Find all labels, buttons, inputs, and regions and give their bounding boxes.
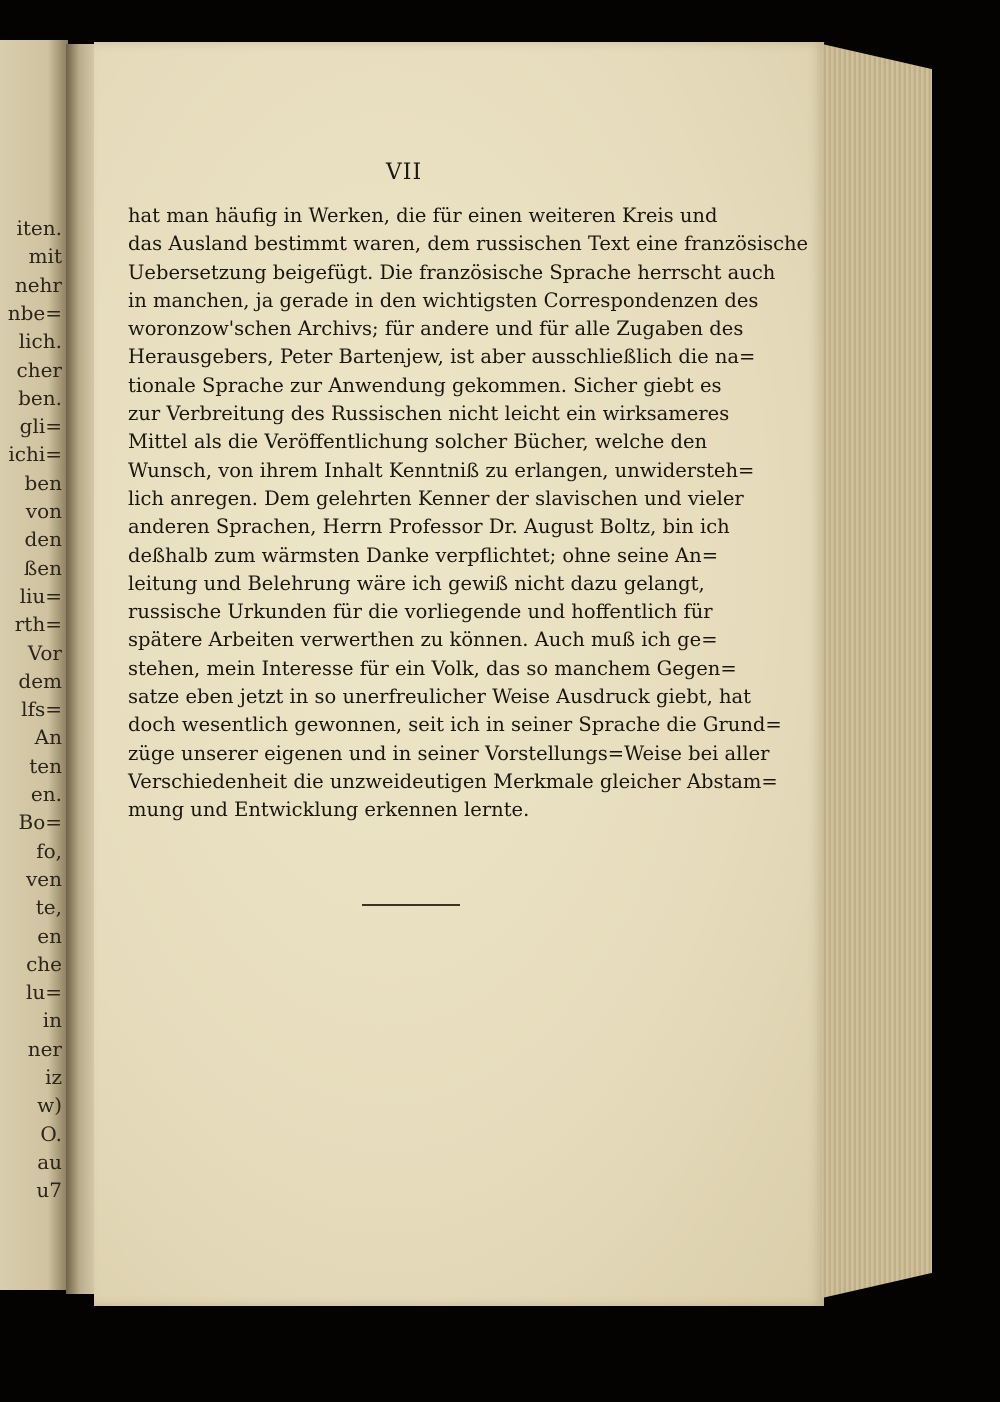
text-line: tionale Sprache zur Anwendung gekommen. Sicher giebt es bbox=[128, 373, 722, 397]
text-line: hat man häufig in Werken, die für einen weiteren Kreis und bbox=[128, 204, 718, 227]
left-page-fragment: en. bbox=[30, 782, 62, 806]
left-page-fragment: Vor bbox=[27, 640, 62, 665]
left-page-fragment: fo, bbox=[36, 838, 62, 863]
left-page-fragment: lu= bbox=[25, 980, 62, 1005]
text-line: satze eben jetzt in so unerfreulicher Weise Ausdruck giebt, hat bbox=[128, 685, 752, 709]
left-page-fragment: dem bbox=[18, 668, 62, 693]
left-page-fragment: mit bbox=[28, 244, 62, 269]
left-page-fragment: Bo= bbox=[18, 810, 62, 835]
text-line: leitung und Belehrung wäre ich gewiß nicht dazu gelangt, bbox=[128, 571, 705, 595]
text-line: züge unserer eigenen und in seiner Vorstellungs=Weise bei aller bbox=[128, 741, 770, 765]
text-line: Mittel als die Veröffentlichung solcher Bücher, welche den bbox=[128, 430, 708, 454]
left-page-fragment: ner bbox=[27, 1036, 62, 1061]
text-line: woronzow'schen Archivs; für andere und für alle Zugaben des bbox=[128, 317, 744, 341]
text-line: russische Urkunden für die vorliegende und hoffentlich für bbox=[128, 600, 713, 624]
left-page-fragment: den bbox=[24, 527, 62, 552]
paragraph bbox=[128, 202, 809, 825]
text-line: lich anregen. Dem gelehrten Kenner der slavischen und vieler bbox=[128, 486, 744, 510]
left-page-fragment: nbe= bbox=[7, 300, 62, 325]
text-line: doch wesentlich gewonnen, seit ich in seiner Sprache die Grund= bbox=[128, 713, 782, 737]
left-page-fragment: ßen bbox=[23, 555, 62, 580]
text-line: Uebersetzung beigefügt. Die französische Sprache herrscht auch bbox=[128, 260, 776, 284]
left-page-fragment: nehr bbox=[14, 272, 62, 297]
text-line: spätere Arbeiten verwerthen zu können. Auch muß ich ge= bbox=[128, 628, 718, 652]
left-page-fragment: O. bbox=[40, 1121, 62, 1146]
left-page-fragment: rth= bbox=[14, 612, 62, 637]
left-page-fragment: u7 bbox=[36, 1178, 62, 1203]
left-page-fragment: von bbox=[25, 499, 62, 523]
text-line: in manchen, ja gerade in den wichtigsten Correspondenzen des bbox=[128, 288, 759, 312]
text-line: anderen Sprachen, Herrn Professor Dr. August Boltz, bin ich bbox=[128, 515, 730, 539]
text-line: zur Verbreitung des Russischen nicht leicht ein wirksameres bbox=[128, 402, 730, 426]
left-page-fragment: ichi= bbox=[8, 442, 62, 467]
left-page-fragment: gli= bbox=[19, 414, 62, 439]
left-page-fragment: iten. bbox=[16, 216, 62, 240]
text-line: stehen, mein Interesse für ein Volk, das so manchem Gegen= bbox=[128, 656, 737, 680]
text-line: deßhalb zum wärmsten Danke verpflichtet; ohne seine An= bbox=[128, 543, 719, 567]
left-page-fragment: in bbox=[42, 1008, 62, 1033]
left-page-fragment: liu= bbox=[19, 583, 62, 608]
text-line: Herausgebers, Peter Bartenjew, ist aber ausschließlich die na= bbox=[128, 345, 756, 369]
left-page-edge bbox=[0, 40, 68, 1290]
left-page-fragment: ten bbox=[29, 753, 62, 778]
section-rule bbox=[362, 904, 460, 906]
left-page-fragment: che bbox=[26, 951, 62, 976]
page-number: VII bbox=[385, 160, 423, 185]
left-page-fragment: au bbox=[37, 1149, 62, 1174]
left-page-fragment: te, bbox=[35, 895, 62, 920]
text-line: Wunsch, von ihrem Inhalt Kenntniß zu erlangen, unwidersteh= bbox=[128, 458, 755, 482]
left-page-fragment: iz bbox=[45, 1065, 62, 1089]
left-page-fragment: ben bbox=[24, 470, 62, 495]
left-page-fragment: ben. bbox=[18, 385, 62, 410]
text-line: mung und Entwicklung erkennen lernte. bbox=[128, 798, 530, 822]
left-page-fragment: lfs= bbox=[21, 697, 62, 722]
text-line: Verschiedenheit die unzweideutigen Merkmale gleicher Abstam= bbox=[128, 769, 778, 793]
left-page-fragment: lich. bbox=[18, 329, 62, 354]
text-line: das Ausland bestimmt waren, dem russischen Text eine französische bbox=[128, 232, 809, 256]
left-page-fragment: en bbox=[37, 923, 62, 948]
left-page-fragment: w) bbox=[37, 1093, 62, 1118]
page-block-edges bbox=[822, 44, 932, 1298]
left-page-fragment: An bbox=[34, 725, 62, 750]
book-page bbox=[94, 42, 824, 1306]
left-page-fragment: ven bbox=[25, 866, 62, 891]
left-page-fragment: cher bbox=[16, 357, 62, 382]
